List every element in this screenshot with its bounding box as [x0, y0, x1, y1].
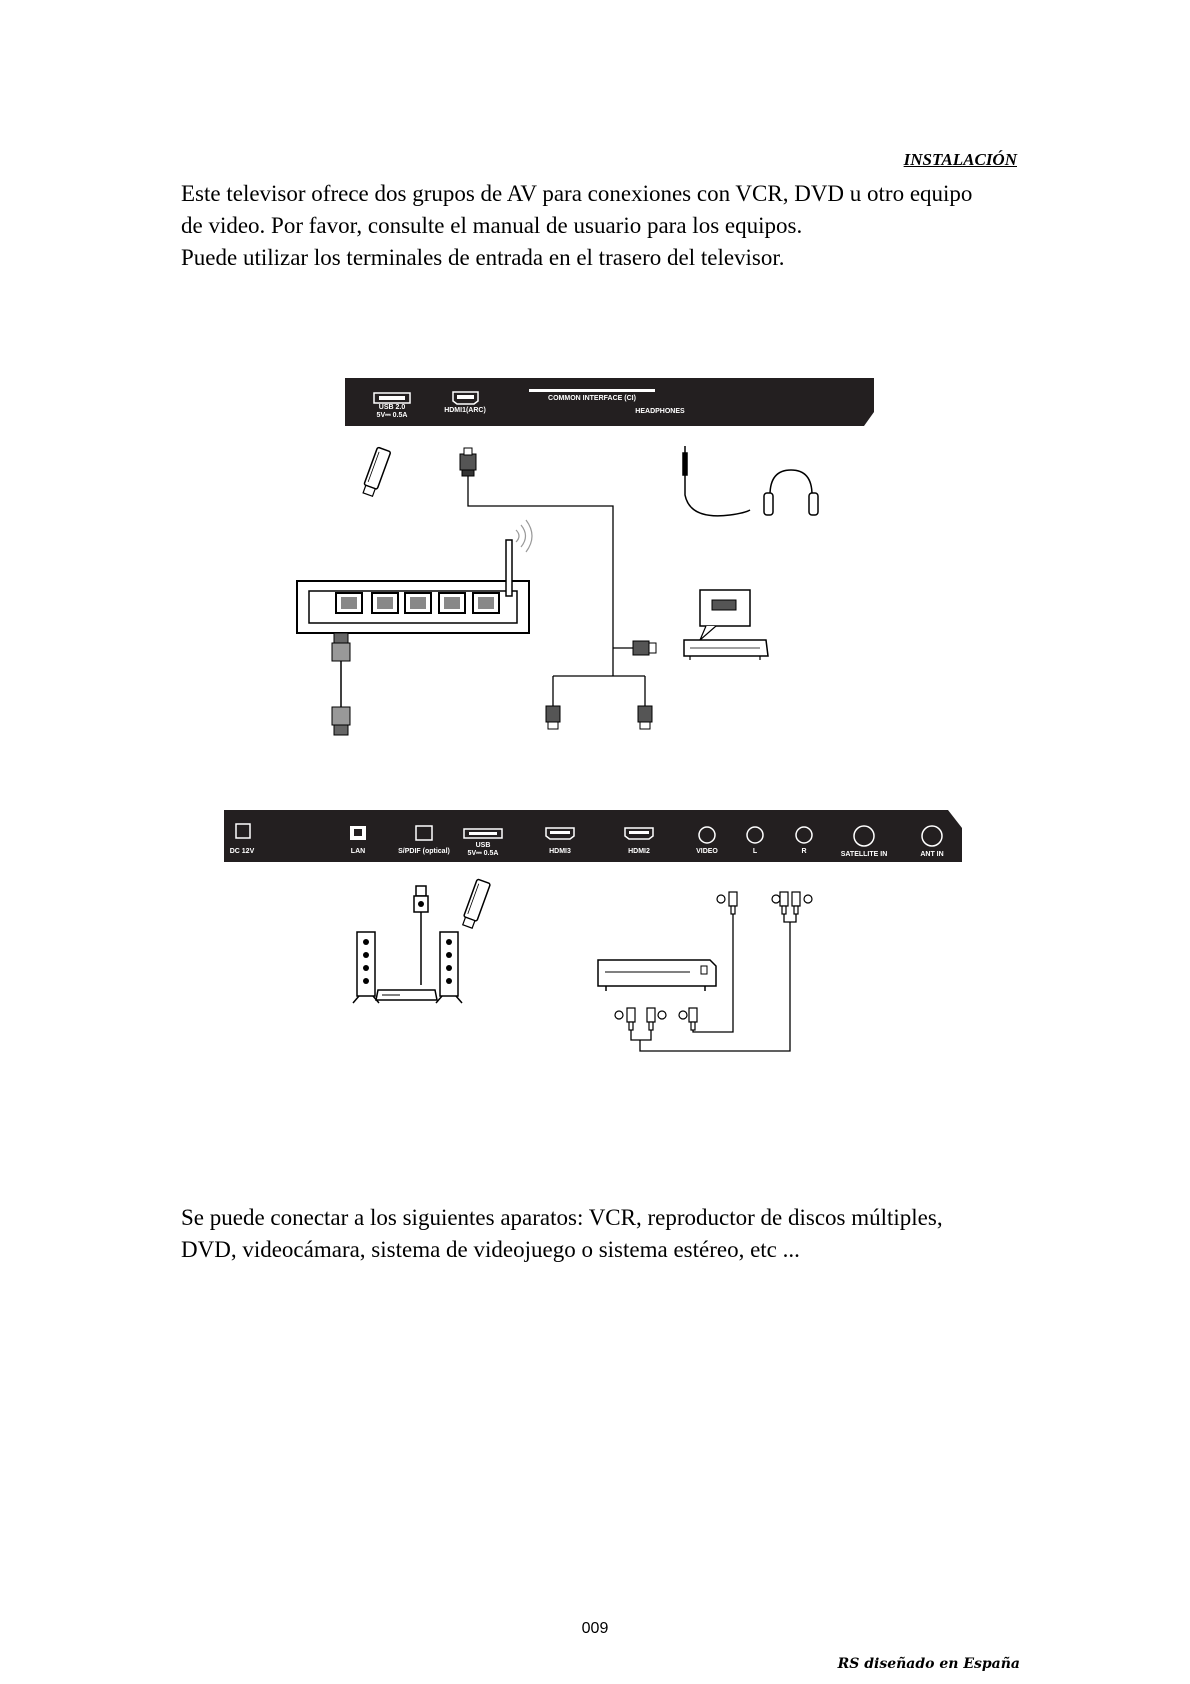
l-label: L [752, 848, 758, 855]
ant-label: ANT IN [920, 851, 944, 858]
bottom-usb-label-2: 5V⎓ 0.5A [467, 850, 499, 857]
hdmi3-label: HDMI3 [549, 848, 571, 855]
set-top-box-icon [684, 590, 768, 660]
ci-label: COMMON INTERFACE (CI) [548, 395, 636, 402]
hdmi2-label: HDMI2 [628, 848, 650, 855]
bottom-tv-panel [224, 810, 962, 862]
usb-stick-icon [461, 879, 491, 929]
spdif-label: S/PDIF (optical) [398, 848, 450, 855]
top-tv-panel [345, 378, 874, 426]
intro-line-3: Puede utilizar los terminales de entrada en el trasero del televisor. [181, 245, 785, 270]
headphones-label: HEADPHONES [635, 408, 685, 415]
outro-paragraph [181, 1202, 1017, 1266]
top-usb-label-2: 5V⎓ 0.5A [376, 412, 408, 419]
r-label: R [801, 848, 807, 855]
rca-plug-icon [615, 1008, 697, 1030]
outro-line-1: Se puede conectar a los siguientes aparatos: VCR, reproductor de discos múltiples, [181, 1205, 943, 1230]
hdmi-plug-icon [460, 448, 476, 476]
hdmi-plug-icon [633, 641, 656, 655]
lan-plug-icon [332, 633, 350, 661]
satellite-label: SATELLITE IN [840, 851, 888, 858]
outro-line-2: DVD, videocámara, sistema de videojuego o sistema estéreo, etc ... [181, 1237, 800, 1262]
usb-stick-icon [361, 447, 391, 497]
rca-plug-icon [717, 892, 812, 914]
vcr-icon [598, 960, 716, 991]
headphones-icon [683, 446, 818, 516]
hdmi-plug-icon [546, 706, 560, 729]
hdmi-plug-icon [638, 706, 652, 729]
optical-plug-icon [414, 886, 428, 912]
brand-logo: RS diseñado en España [837, 1656, 1020, 1672]
top-usb-label-1: USB 2.0 [378, 404, 406, 411]
dc-label: DC 12V [229, 848, 255, 855]
ci-slot-icon [529, 389, 655, 392]
page-number: 009 [581, 1620, 609, 1637]
section-title: INSTALACIÓN [903, 150, 1017, 169]
top-hdmi-label: HDMI1(ARC) [444, 407, 486, 414]
lan-plug-icon [332, 707, 350, 735]
video-label: VIDEO [696, 848, 718, 855]
bottom-usb-label-1: USB [475, 842, 491, 849]
lan-label: LAN [350, 848, 366, 855]
speaker-system-icon [353, 932, 462, 1003]
router-icon [297, 520, 532, 633]
intro-line-1: Este televisor ofrece dos grupos de AV para conexiones con VCR, DVD u otro equipo [181, 181, 973, 206]
intro-line-2: de video. Por favor, consulte el manual de usuario para los equipos. [181, 213, 803, 238]
